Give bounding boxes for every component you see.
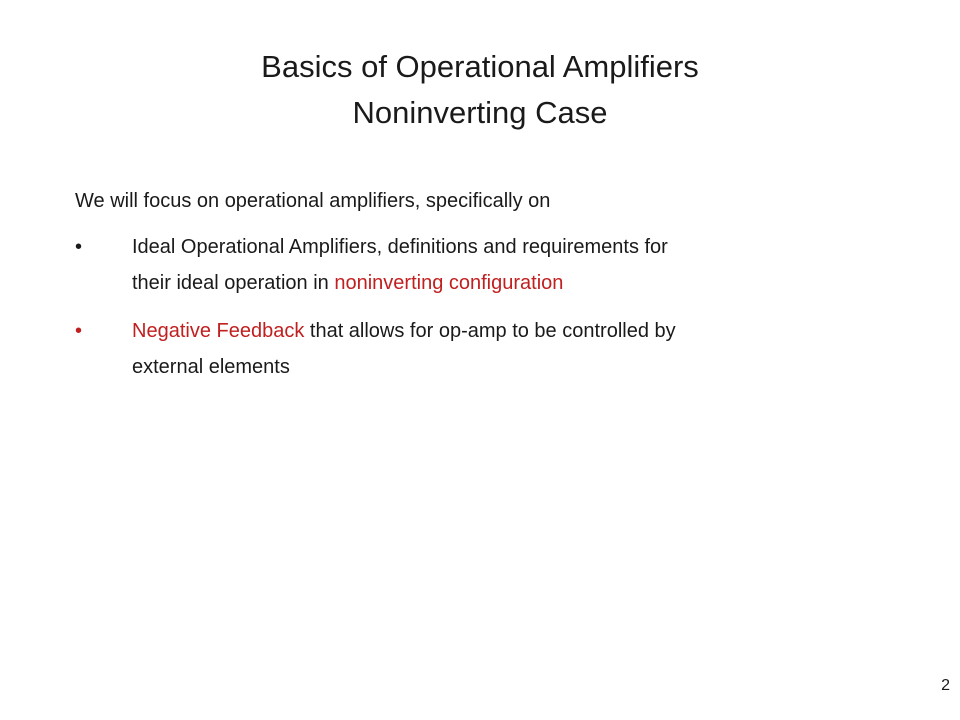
bullet-line: external elements	[132, 356, 290, 378]
slide-title-line1: Basics of Operational Amplifiers	[261, 49, 699, 84]
bullet-line	[132, 265, 892, 301]
bullet-text-segment: their ideal operation in	[132, 272, 335, 294]
bullet-marker: •	[75, 236, 83, 258]
slide-title	[0, 44, 960, 136]
bullet-text-segment: that allows for op-amp to be controlled by	[304, 320, 676, 342]
bullet-line: Ideal Operational Amplifiers, definitions and requirements for	[132, 236, 668, 258]
highlight-text: Negative Feedback	[132, 320, 305, 342]
intro-text: We will focus on operational amplifiers, specifically on	[75, 190, 551, 212]
bullet-line	[132, 313, 892, 349]
highlight-text: noninverting configuration	[334, 272, 564, 294]
bullet-text	[132, 313, 892, 385]
slide-title-line2: Noninverting Case	[352, 95, 608, 130]
bullet-text	[132, 229, 892, 301]
bullet-marker: •	[75, 320, 83, 342]
page-number: 2	[941, 677, 950, 694]
